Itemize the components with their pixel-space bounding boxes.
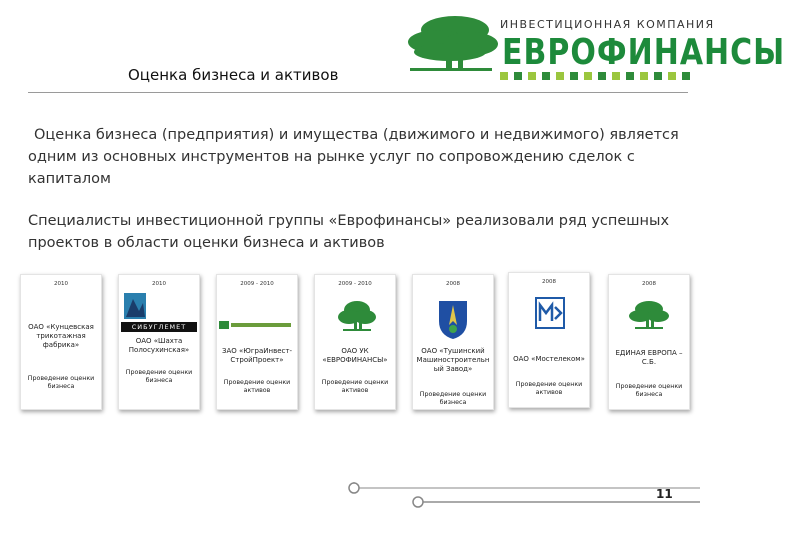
edinaya-evropa-tree-logo: [629, 299, 669, 333]
footer-circle-icon: [349, 483, 359, 493]
company-name: ЕВРОФИНАНСЫ: [502, 32, 785, 74]
tree-icon: [629, 299, 669, 333]
card-service: Проведение оценки бизнеса: [125, 369, 193, 384]
card-service: Проведение оценки активов: [223, 379, 291, 394]
project-card: [608, 274, 690, 410]
card-year: 2008: [446, 281, 460, 287]
card-year: 2009 - 2010: [240, 281, 274, 287]
project-card: [118, 274, 200, 410]
card-year: 2008: [642, 281, 656, 287]
project-card: [314, 274, 396, 410]
yugrainvest-logo: [219, 315, 295, 325]
card-service: Проведение оценки активов: [515, 381, 583, 396]
sibuglemet-text: СИБУГЛЕМЕТ: [121, 322, 197, 332]
project-card: [216, 274, 298, 410]
yugrainvest-logo-icon: [219, 320, 295, 330]
title-divider: [28, 92, 688, 93]
mostelecom-logo: [535, 297, 565, 329]
card-company: ОАО «Мостелеком»: [513, 355, 585, 363]
card-company: ОАО «Кунцевская трикотажная фабрика»: [28, 323, 94, 349]
company-subtitle: ИНВЕСТИЦИОННАЯ КОМПАНИЯ: [500, 18, 715, 31]
projects-paragraph: Специалисты инвестиционной группы «Еврофинансы» реализовали ряд успешных проектов в области оценки бизнеса и активов: [28, 213, 670, 251]
tree-icon: [337, 299, 377, 335]
footer-decoration: [340, 478, 700, 518]
card-company: ЕДИНАЯ ЕВРОПА – С.Б.: [615, 349, 683, 366]
tushino-emblem-icon: [435, 297, 471, 341]
card-company: ОАО «Шахта Полосухинская»: [128, 337, 190, 354]
card-service: Проведение оценки бизнеса: [27, 375, 95, 390]
card-year: 2010: [54, 281, 68, 287]
card-service: Проведение оценки активов: [321, 379, 389, 394]
card-company: ОАО «Тушинский Машиностроительн ый Завод»: [416, 347, 490, 373]
tushino-logo: [435, 297, 471, 341]
project-card: [20, 274, 102, 410]
page-title: Оценка бизнеса и активов: [128, 66, 339, 84]
project-card: [412, 274, 494, 410]
card-service: Проведение оценки бизнеса: [615, 383, 683, 398]
card-year: 2008: [542, 279, 556, 285]
page-number: 11: [656, 487, 673, 501]
card-company: ОАО УК «ЕВРОФИНАНСЫ»: [322, 347, 388, 364]
mostelecom-emblem-icon: [535, 297, 565, 329]
sibuglemet-logo: [121, 293, 197, 333]
card-year: 2010: [152, 281, 166, 287]
card-company: ЗАО «ЮграИнвест-СтройПроект»: [222, 347, 292, 364]
card-service: Проведение оценки бизнеса: [419, 391, 487, 406]
footer-circle-icon: [413, 497, 423, 507]
eurofinance-tree-logo: [337, 299, 377, 335]
project-card: [508, 272, 590, 408]
intro-paragraph: Оценка бизнеса (предприятия) и имущества (движимого и недвижимого) является одним из основных инструментов на рынке услуг по сопровождению сделок с капиталом: [28, 127, 679, 187]
card-year: 2009 - 2010: [338, 281, 372, 287]
